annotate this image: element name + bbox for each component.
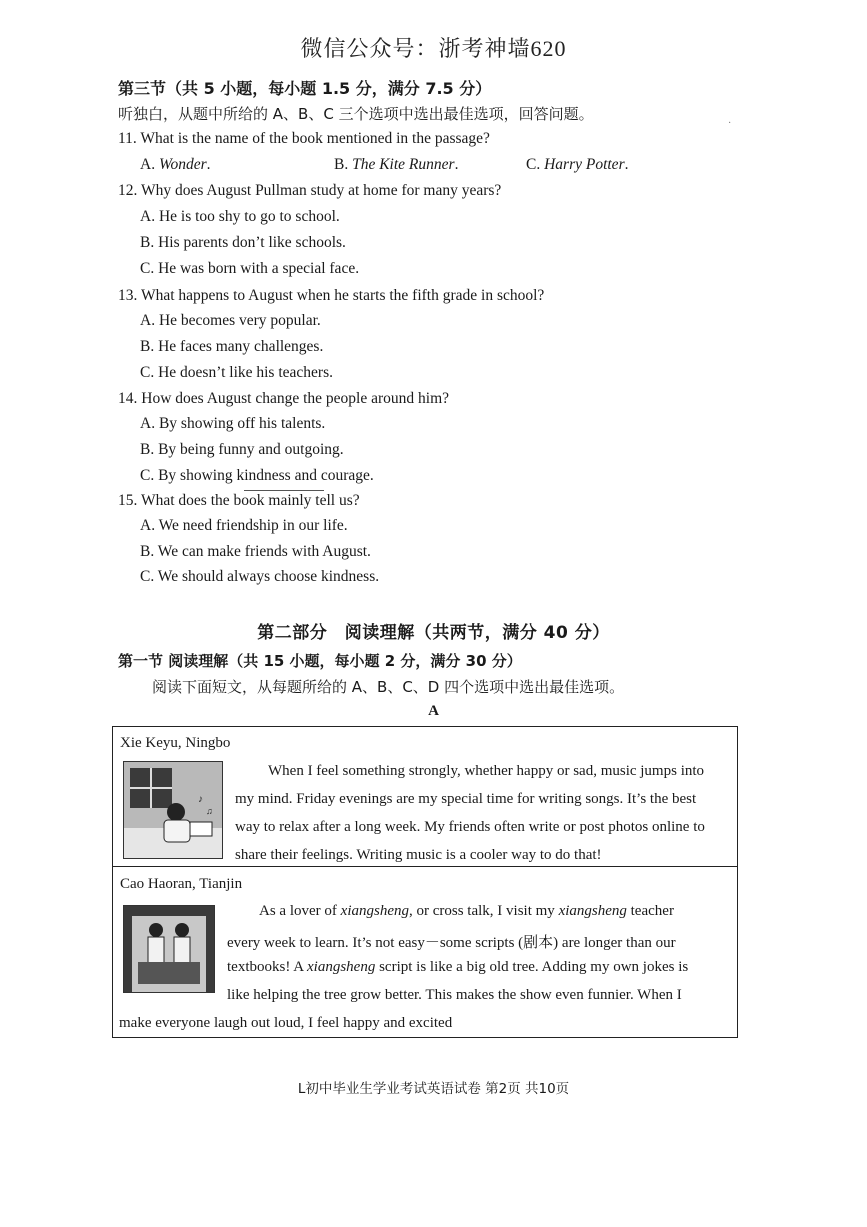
option-letter: B. (334, 156, 353, 173)
question-14-option-a: A. By showing off his talents. (140, 415, 326, 432)
question-14-option-b: B. By being funny and outgoing. (140, 441, 344, 458)
term-xiangsheng: xiangsheng (307, 959, 376, 975)
option-title: Harry Potter (544, 156, 625, 173)
section-3-instruction: 听独白，从题中所给的 A、B、C 三个选项中选出最佳选项，回答问题。 (118, 105, 594, 123)
entry-2-line-3 (227, 959, 688, 976)
question-12-option-b: B. His parents don’t like schools. (140, 234, 346, 251)
part-2-section-1-title: 第一节 阅读理解（共 15 小题，每小题 2 分，满分 30 分） (118, 652, 522, 670)
entry-2-line-2: every week to learn. It’s not easy－some scripts (剧本) are longer than our (227, 935, 676, 951)
part-2-instruction: 阅读下面短文，从每题所给的 A、B、C、D 四个选项中选出最佳选项。 (152, 678, 625, 696)
question-15-option-c: C. We should always choose kindness. (140, 568, 380, 585)
entry-2-line-4: like helping the tree grow better. This makes the show even funnier. When I (227, 987, 682, 1003)
option-title: The Kite Runner (352, 156, 455, 173)
entry-2-author: Cao Haoran, Tianjin (120, 876, 243, 892)
passage-a-entry-2 (112, 867, 738, 1038)
entry-2-line-1 (259, 903, 674, 920)
section-3-title: 第三节（共 5 小题，每小题 1.5 分，满分 7.5 分） (118, 79, 492, 98)
question-13-option-a: A. He becomes very popular. (140, 312, 321, 329)
page-footer: L初中毕业生学业考试英语试卷 第2页 共10页 (297, 1081, 570, 1097)
entry-1-line-4: share their feelings. Writing music is a cooler way to do that! (235, 847, 602, 863)
text-segment: , or cross talk, I visit my (408, 903, 559, 919)
question-12: 12. Why does August Pullman study at home for many years? (118, 182, 502, 199)
question-13-option-b: B. He faces many challenges. (140, 338, 324, 355)
entry-1-author: Xie Keyu, Ningbo (120, 735, 231, 751)
question-14: 14. How does August change the people around him? (118, 390, 450, 407)
boy-writing-music-illustration (123, 761, 223, 859)
passage-a-entry-1 (112, 726, 738, 867)
svg-text:♪: ♪ (198, 794, 203, 805)
watermark-header: 微信公众号：浙考神墙620 (300, 36, 567, 61)
term-xiangsheng: xiangsheng (340, 903, 409, 919)
passage-label: A (428, 703, 439, 719)
scan-mark: · (728, 118, 732, 129)
option-letter: A. (140, 156, 159, 173)
entry-1-line-1: When I feel something strongly, whether happy or sad, music jumps into (268, 763, 705, 779)
handwritten-underline (244, 486, 324, 491)
text-segment: teacher (626, 903, 674, 919)
question-13: 13. What happens to August when he starts the fifth grade in school? (118, 287, 545, 304)
question-11-option-c: C. Harry Potter. (526, 156, 629, 173)
entry-1-line-2: my mind. Friday evenings are my special time for writing songs. It’s the best (235, 791, 697, 807)
part-2-title: 第二部分 阅读理解（共两节，满分 40 分） (257, 623, 610, 643)
text-segment: textbooks! A (227, 959, 308, 975)
option-letter: C. (526, 156, 545, 173)
question-15: 15. What does the book mainly tell us? (118, 492, 360, 509)
question-11-option-a: A. Wonder. (140, 156, 211, 173)
question-13-option-c: C. He doesn’t like his teachers. (140, 364, 333, 381)
text-segment: script is like a big old tree. Adding my own jokes is (375, 959, 689, 975)
option-title: Wonder (158, 156, 207, 173)
entry-1-line-3: way to relax after a long week. My friends often write or post photos online to (235, 819, 705, 835)
question-12-option-c: C. He was born with a special face. (140, 260, 360, 277)
question-14-option-c: C. By showing kindness and courage. (140, 467, 374, 484)
question-15-option-b: B. We can make friends with August. (140, 543, 371, 560)
entry-2-line-5: make everyone laugh out loud, I feel happy and excited (119, 1015, 453, 1031)
text-segment: As a lover of (259, 903, 341, 919)
question-12-option-a: A. He is too shy to go to school. (140, 208, 340, 225)
xiangsheng-performers-illustration (123, 905, 215, 993)
question-11-option-b: B. The Kite Runner. (334, 156, 459, 173)
svg-text:♫: ♫ (206, 806, 213, 816)
question-15-option-a: A. We need friendship in our life. (140, 517, 348, 534)
term-xiangsheng: xiangsheng (558, 903, 627, 919)
question-11: 11. What is the name of the book mentioned in the passage? (118, 130, 490, 147)
